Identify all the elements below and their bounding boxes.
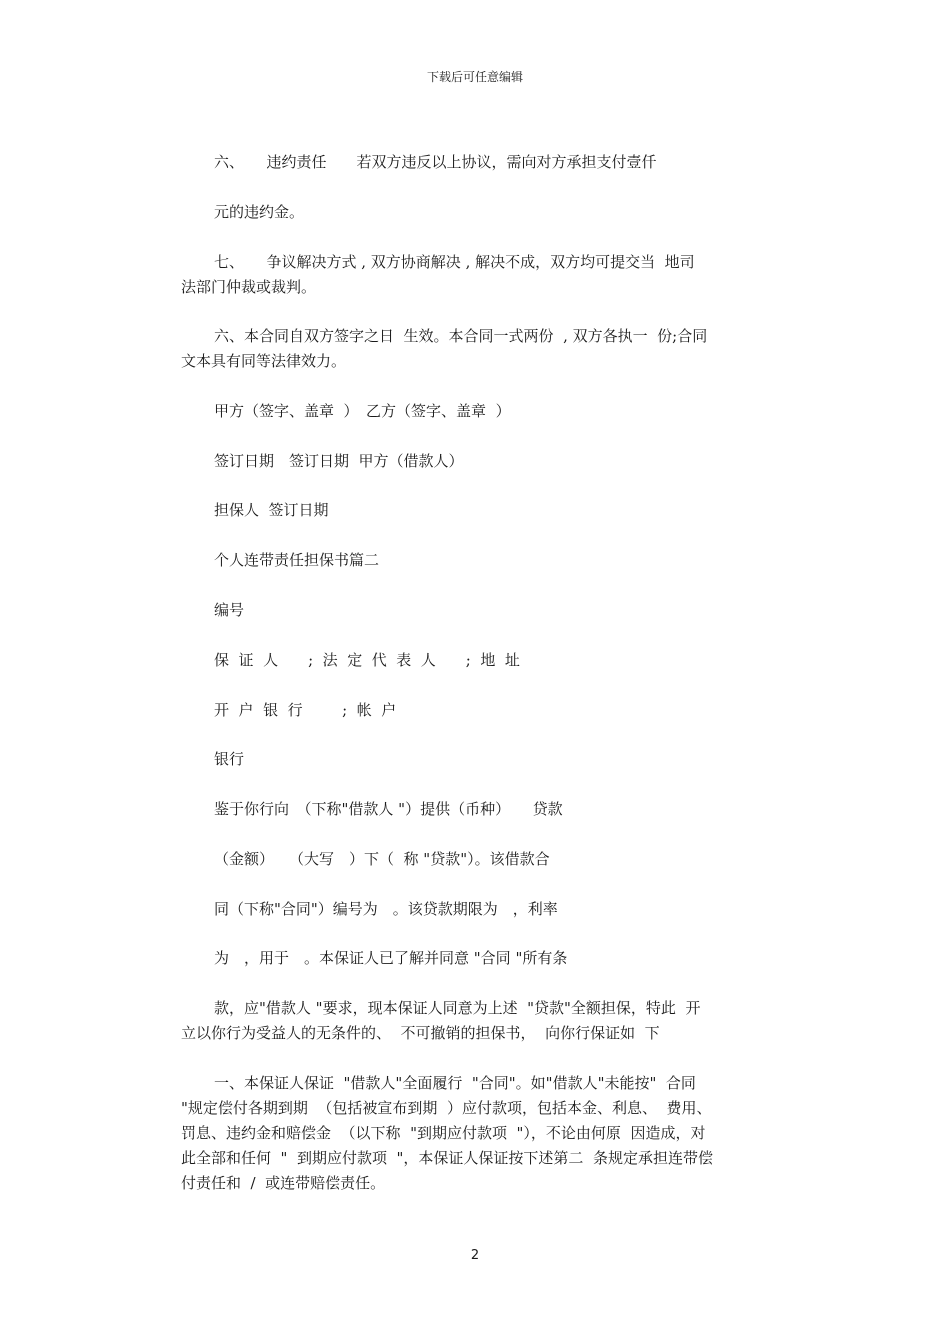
- text-line: 款，应"借款人 "要求，现本保证人同意为上述 "贷款"全额担保，特此 开: [214, 999, 701, 1017]
- text-line: 此全部和任何 " 到期应付款项 "，本保证人保证按下述第二 条规定承担连带偿: [181, 1149, 713, 1167]
- text-line: 付责任和 / 或连带赔偿责任。: [181, 1174, 386, 1192]
- section-heading: 个人连带责任担保书篇二: [214, 551, 380, 569]
- text-line: 编号: [214, 601, 245, 619]
- text-line: 签订日期 签订日期 甲方（借款人）: [214, 452, 464, 470]
- text-line: 同（下称"合同"）编号为 。该贷款期限为 ，利率: [214, 900, 558, 918]
- page-number: 2: [470, 1248, 480, 1263]
- text-line: 六、本合同自双方签字之日 生效。本合同一式两份 , 双方各执一 份;合同: [214, 327, 708, 345]
- text-line: 文本具有同等法律效力。: [181, 352, 347, 370]
- text-line: 一、本保证人保证 "借款人"全面履行 "合同"。如"借款人"未能按" 合同: [214, 1074, 696, 1092]
- text-line: 甲方（签字、盖章 ） 乙方（签字、盖章 ）: [214, 402, 511, 420]
- text-line: 六、 违约责任 若双方违反以上协议，需向对方承担支付壹仟: [214, 153, 657, 171]
- text-line: 七、 争议解决方式 , 双方协商解决 , 解决不成，双方均可提交当 地司: [214, 253, 695, 271]
- text-line: 法部门仲裁或裁判。: [181, 278, 317, 296]
- text-line: 开 户 银 行 ; 帐 户: [214, 701, 397, 719]
- text-line: "规定偿付各期到期 （包括被宣布到期 ）应付款项，包括本金、利息、 费用、: [181, 1099, 712, 1117]
- text-line: 立以你行为受益人的无条件的、 不可撤销的担保书， 向你行保证如 下: [181, 1024, 660, 1042]
- text-line: 银行: [214, 750, 245, 768]
- text-line: 保 证 人 ; 法 定 代 表 人 ; 地 址: [214, 651, 520, 669]
- text-line: 鉴于你行向 （下称"借款人 "）提供（币种） 贷款: [214, 800, 563, 818]
- page-header: 下载后可任意编辑: [426, 70, 523, 84]
- text-line: 担保人 签订日期: [214, 501, 329, 519]
- text-line: （金额） （大写 ）下（ 称 "贷款"）。该借款合: [214, 850, 550, 868]
- text-line: 为 ，用于 。本保证人已了解并同意 "合同 "所有条: [214, 949, 568, 967]
- text-line: 元的违约金。: [214, 203, 305, 221]
- text-line: 罚息、违约金和赔偿金 （以下称 "到期应付款项 "），不论由何原 因造成，对: [181, 1124, 706, 1142]
